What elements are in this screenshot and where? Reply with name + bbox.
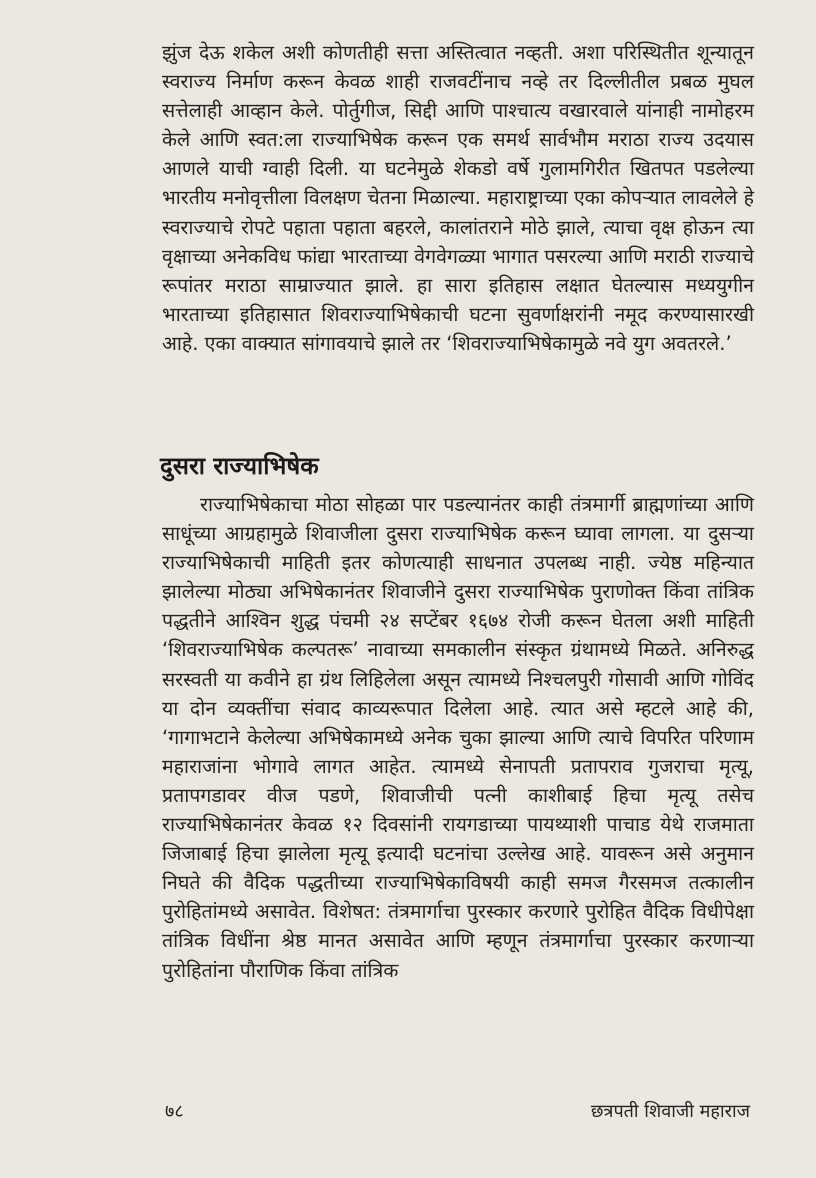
paragraph-intro: झुंज देऊ शकेल अशी कोणतीही सत्ता अस्तित्वात नव्हती. अशा परिस्थितीत शून्यातून स्वराज्य निर्माण करून केवळ शाही राजवटींनाच नव्हे तर दिल्लीतील प्रबळ मुघल सत्तेलाही आव्हान केले. पोर्तुगीज, सिद्दी आणि पाश्चात्य वखारवाले यांनाही नामोहरम केले आणि स्वत:ला राज्याभिषेक करून एक समर्थ सार्वभौम मराठा राज्य उदयास आणले याची ग्वाही दिली. या घटनेमुळे शेकडो वर्षे गुलामगिरीत खितपत पडलेल्या भारतीय मनोवृत्तीला विलक्षण चेतना मिळाल्या. महाराष्ट्राच्या एका कोपऱ्यात लावलेले हे स्वराज्याचे रोपटे पहाता पहाता बहरले, कालांतराने मोठे झाले, त्याचा वृक्ष होऊन त्या वृक्षाच्या अनेकविध फांद्या भारताच्या वेगवेगळ्या भागात पसरल्या आणि मराठी राज्याचे रूपांतर मराठा साम्राज्यात झाले. हा सारा इतिहास लक्षात घेतल्यास मध्ययुगीन भारताच्या इतिहासात शिवराज्याभिषेकाची घटना सुवर्णाक्षरांनी नमूद करण्यासारखी आहे. एका वाक्यात सांगावयाचे झाले तर ‘शिवराज्याभिषेकामुळे नवे युग अवतरले.’: [162, 41, 754, 355]
text-block-top: [162, 38, 754, 358]
section-heading: दुसरा राज्याभिषेक: [160, 452, 319, 480]
paragraph-second-coronation: राज्याभिषेकाचा मोठा सोहळा पार पडल्यानंतर काही तंत्रमार्गी ब्राह्मणांच्या आणि साधूंच्या आग्रहामुळे शिवाजीला दुसरा राज्याभिषेक करून घ्यावा लागला. या दुसऱ्या राज्याभिषेकाची माहिती इतर कोणत्याही साधनात उपलब्ध नाही. ज्येष्ठ महिन्यात झालेल्या मोठ्या अभिषेकानंतर शिवाजीने दुसरा राज्याभिषेक पुराणोक्त किंवा तांत्रिक पद्धतीने आश्विन शुद्ध पंचमी २४ सप्टेंबर १६७४ रोजी करून घेतला अशी माहिती ‘शिवराज्याभिषेक कल्पतरू’ नावाच्या समकालीन संस्कृत ग्रंथामध्ये मिळते. अनिरुद्ध सरस्वती या कवीने हा ग्रंथ लिहिलेला असून त्यामध्ये निश्चलपुरी गोसावी आणि गोविंद या दोन व्यक्तींचा संवाद काव्यरूपात दिलेला आहे. त्यात असे म्हटले आहे की, ‘गागाभटाने केलेल्या अभिषेकामध्ये अनेक चुका झाल्या आणि त्याचे विपरित परिणाम महाराजांना भोगावे लागत आहेत. त्यामध्ये सेनापती प्रतापराव गुजराचा मृत्यू, प्रतापगडावर वीज पडणे, शिवाजीची पत्नी काशीबाई हिचा मृत्यू तसेच राज्याभिषेकानंतर केवळ १२ दिवसांनी रायगडाच्या पायथ्याशी पाचाड येथे राजमाता जिजाबाई हिचा झालेला मृत्यू इत्यादी घटनांचा उल्लेख आहे. यावरून असे अनुमान निघते की वैदिक पद्धतीच्या राज्याभिषेकाविषयी काही समज गैरसमज तत्कालीन पुरोहितांमध्ये असावेत. विशेषत: तंत्रमार्गाचा पुरस्कार करणारे पुरोहित वैदिक विधीपेक्षा तांत्रिक विधींना श्रेष्ठ मानत असावेत आणि म्हणून तंत्रमार्गाचा पुरस्कार करणाऱ्या पुरोहितांना पौराणिक किंवा तांत्रिक: [162, 493, 754, 982]
running-title: छत्रपती शिवाजी महाराज: [590, 1101, 750, 1122]
page-number: ७८: [165, 1101, 184, 1122]
text-block-section: [162, 490, 754, 985]
